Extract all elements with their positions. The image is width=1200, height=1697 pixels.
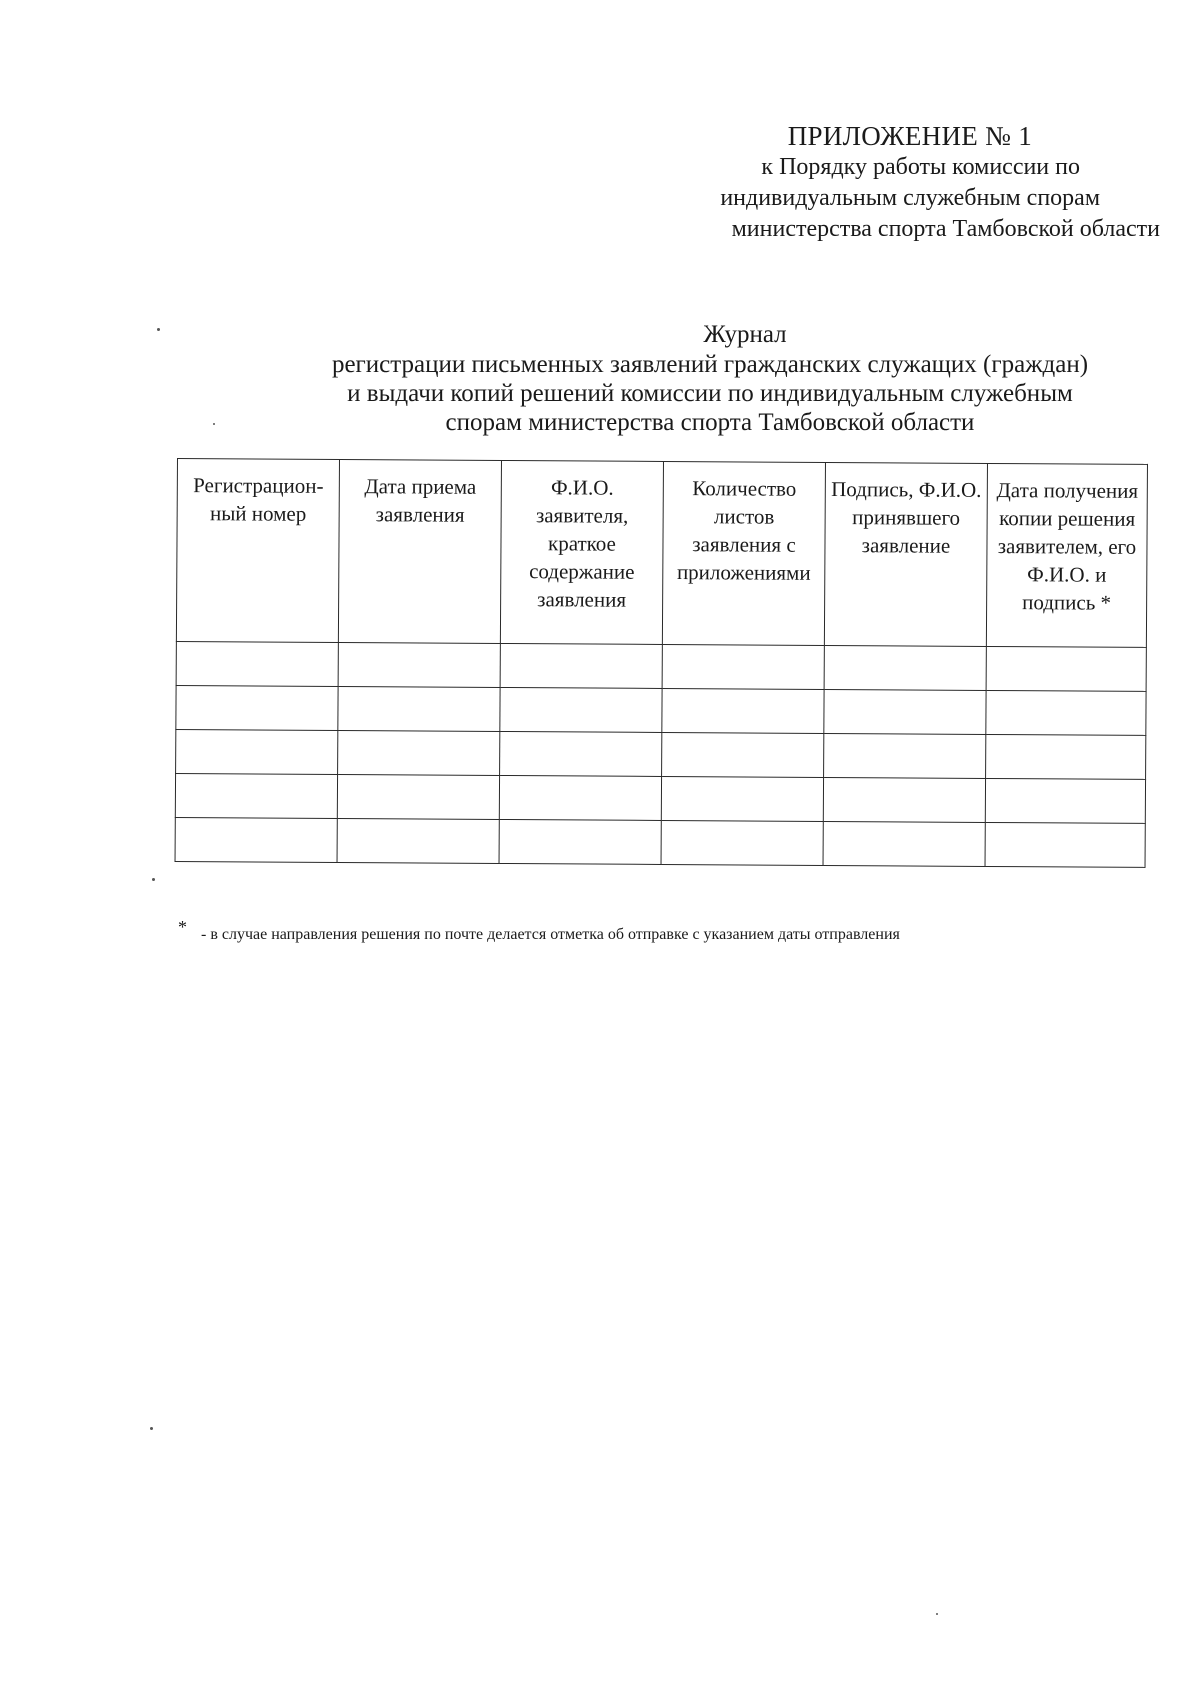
- header-copy-received: [986, 463, 1147, 647]
- appendix-header: [600, 120, 1160, 245]
- journal-title: Журнал: [703, 321, 787, 348]
- table-row: [175, 817, 1145, 867]
- journal-heading: [270, 320, 1150, 437]
- table-cell: [824, 689, 986, 734]
- table-cell: [986, 646, 1146, 691]
- table-row: [176, 729, 1146, 779]
- table-cell: [824, 733, 986, 778]
- table-cell: [824, 645, 986, 690]
- table-cell: [500, 731, 662, 776]
- table-cell: [176, 641, 338, 686]
- scan-speck: [152, 878, 155, 881]
- table-cell: [338, 686, 500, 731]
- header-receipt-date: [338, 459, 501, 643]
- appendix-title: ПРИЛОЖЕНИЕ № 1: [787, 121, 1032, 151]
- header-label: Количество листов заявления с приложениями: [676, 476, 811, 585]
- table-row: [175, 773, 1145, 823]
- table-cell: [823, 821, 985, 866]
- table-cell: [500, 643, 662, 688]
- registration-table: [175, 458, 1148, 868]
- footnote-asterisk: *: [178, 917, 187, 937]
- table-cell: [337, 818, 499, 863]
- header-label: Регистрацион-ный номер: [193, 473, 324, 526]
- scan-speck: [157, 328, 160, 331]
- table-cell: [986, 690, 1146, 735]
- appendix-line-2: индивидуальным служебным спорам: [720, 185, 1100, 211]
- header-receiver-signature: [824, 462, 987, 646]
- scan-speck: [150, 1427, 153, 1430]
- table-cell: [985, 822, 1145, 867]
- header-label: Дата приема заявления: [364, 474, 477, 527]
- table-cell: [499, 819, 661, 864]
- table-cell: [338, 642, 500, 687]
- table-cell: [823, 777, 985, 822]
- table-cell: [499, 775, 661, 820]
- table-cell: [662, 644, 824, 689]
- table-cell: [662, 688, 824, 733]
- table-cell: [661, 776, 823, 821]
- header-sheet-count: [662, 461, 825, 645]
- table-cell: [985, 778, 1145, 823]
- table-cell: [175, 773, 337, 818]
- journal-subtitle-line-1: регистрации письменных заявлений гражданских служащих (граждан): [331, 351, 1089, 378]
- header-registration-number: [176, 459, 339, 643]
- table-cell: [662, 732, 824, 777]
- table-row: [176, 641, 1146, 691]
- footnote-text: - в случае направления решения по почте делается отметка об отправке с указанием даты отправления: [201, 926, 900, 943]
- table-row: [176, 685, 1146, 735]
- journal-subtitle-line-2: и выдачи копий решений комиссии по индивидуальным служебным: [347, 380, 1073, 407]
- table-cell: [338, 730, 500, 775]
- header-label: Подпись, Ф.И.О. принявшего заявление: [831, 476, 982, 558]
- appendix-line-1: к Порядку работы комиссии по: [761, 154, 1080, 180]
- appendix-line-3: министерства спорта Тамбовской области: [731, 216, 1160, 242]
- header-label: Ф.И.О. заявителя, краткое содержание заявления: [529, 475, 635, 612]
- table-cell: [986, 734, 1146, 779]
- table-cell: [500, 687, 662, 732]
- scan-speck: [213, 423, 215, 425]
- table-cell: [661, 820, 823, 865]
- table-cell: [175, 817, 337, 862]
- table-body: [175, 641, 1146, 867]
- table-cell: [337, 774, 499, 819]
- table-cell: [176, 685, 338, 730]
- header-label: Дата получения копии решения заявителем, его Ф.И.О. и подпись *: [996, 478, 1139, 615]
- footnote: [178, 917, 900, 945]
- table-cell: [176, 729, 338, 774]
- journal-subtitle-line-3: спорам министерства спорта Тамбовской области: [445, 409, 975, 436]
- scan-speck: [936, 1613, 938, 1615]
- table-header-row: [176, 459, 1147, 648]
- header-applicant-name: [500, 460, 663, 644]
